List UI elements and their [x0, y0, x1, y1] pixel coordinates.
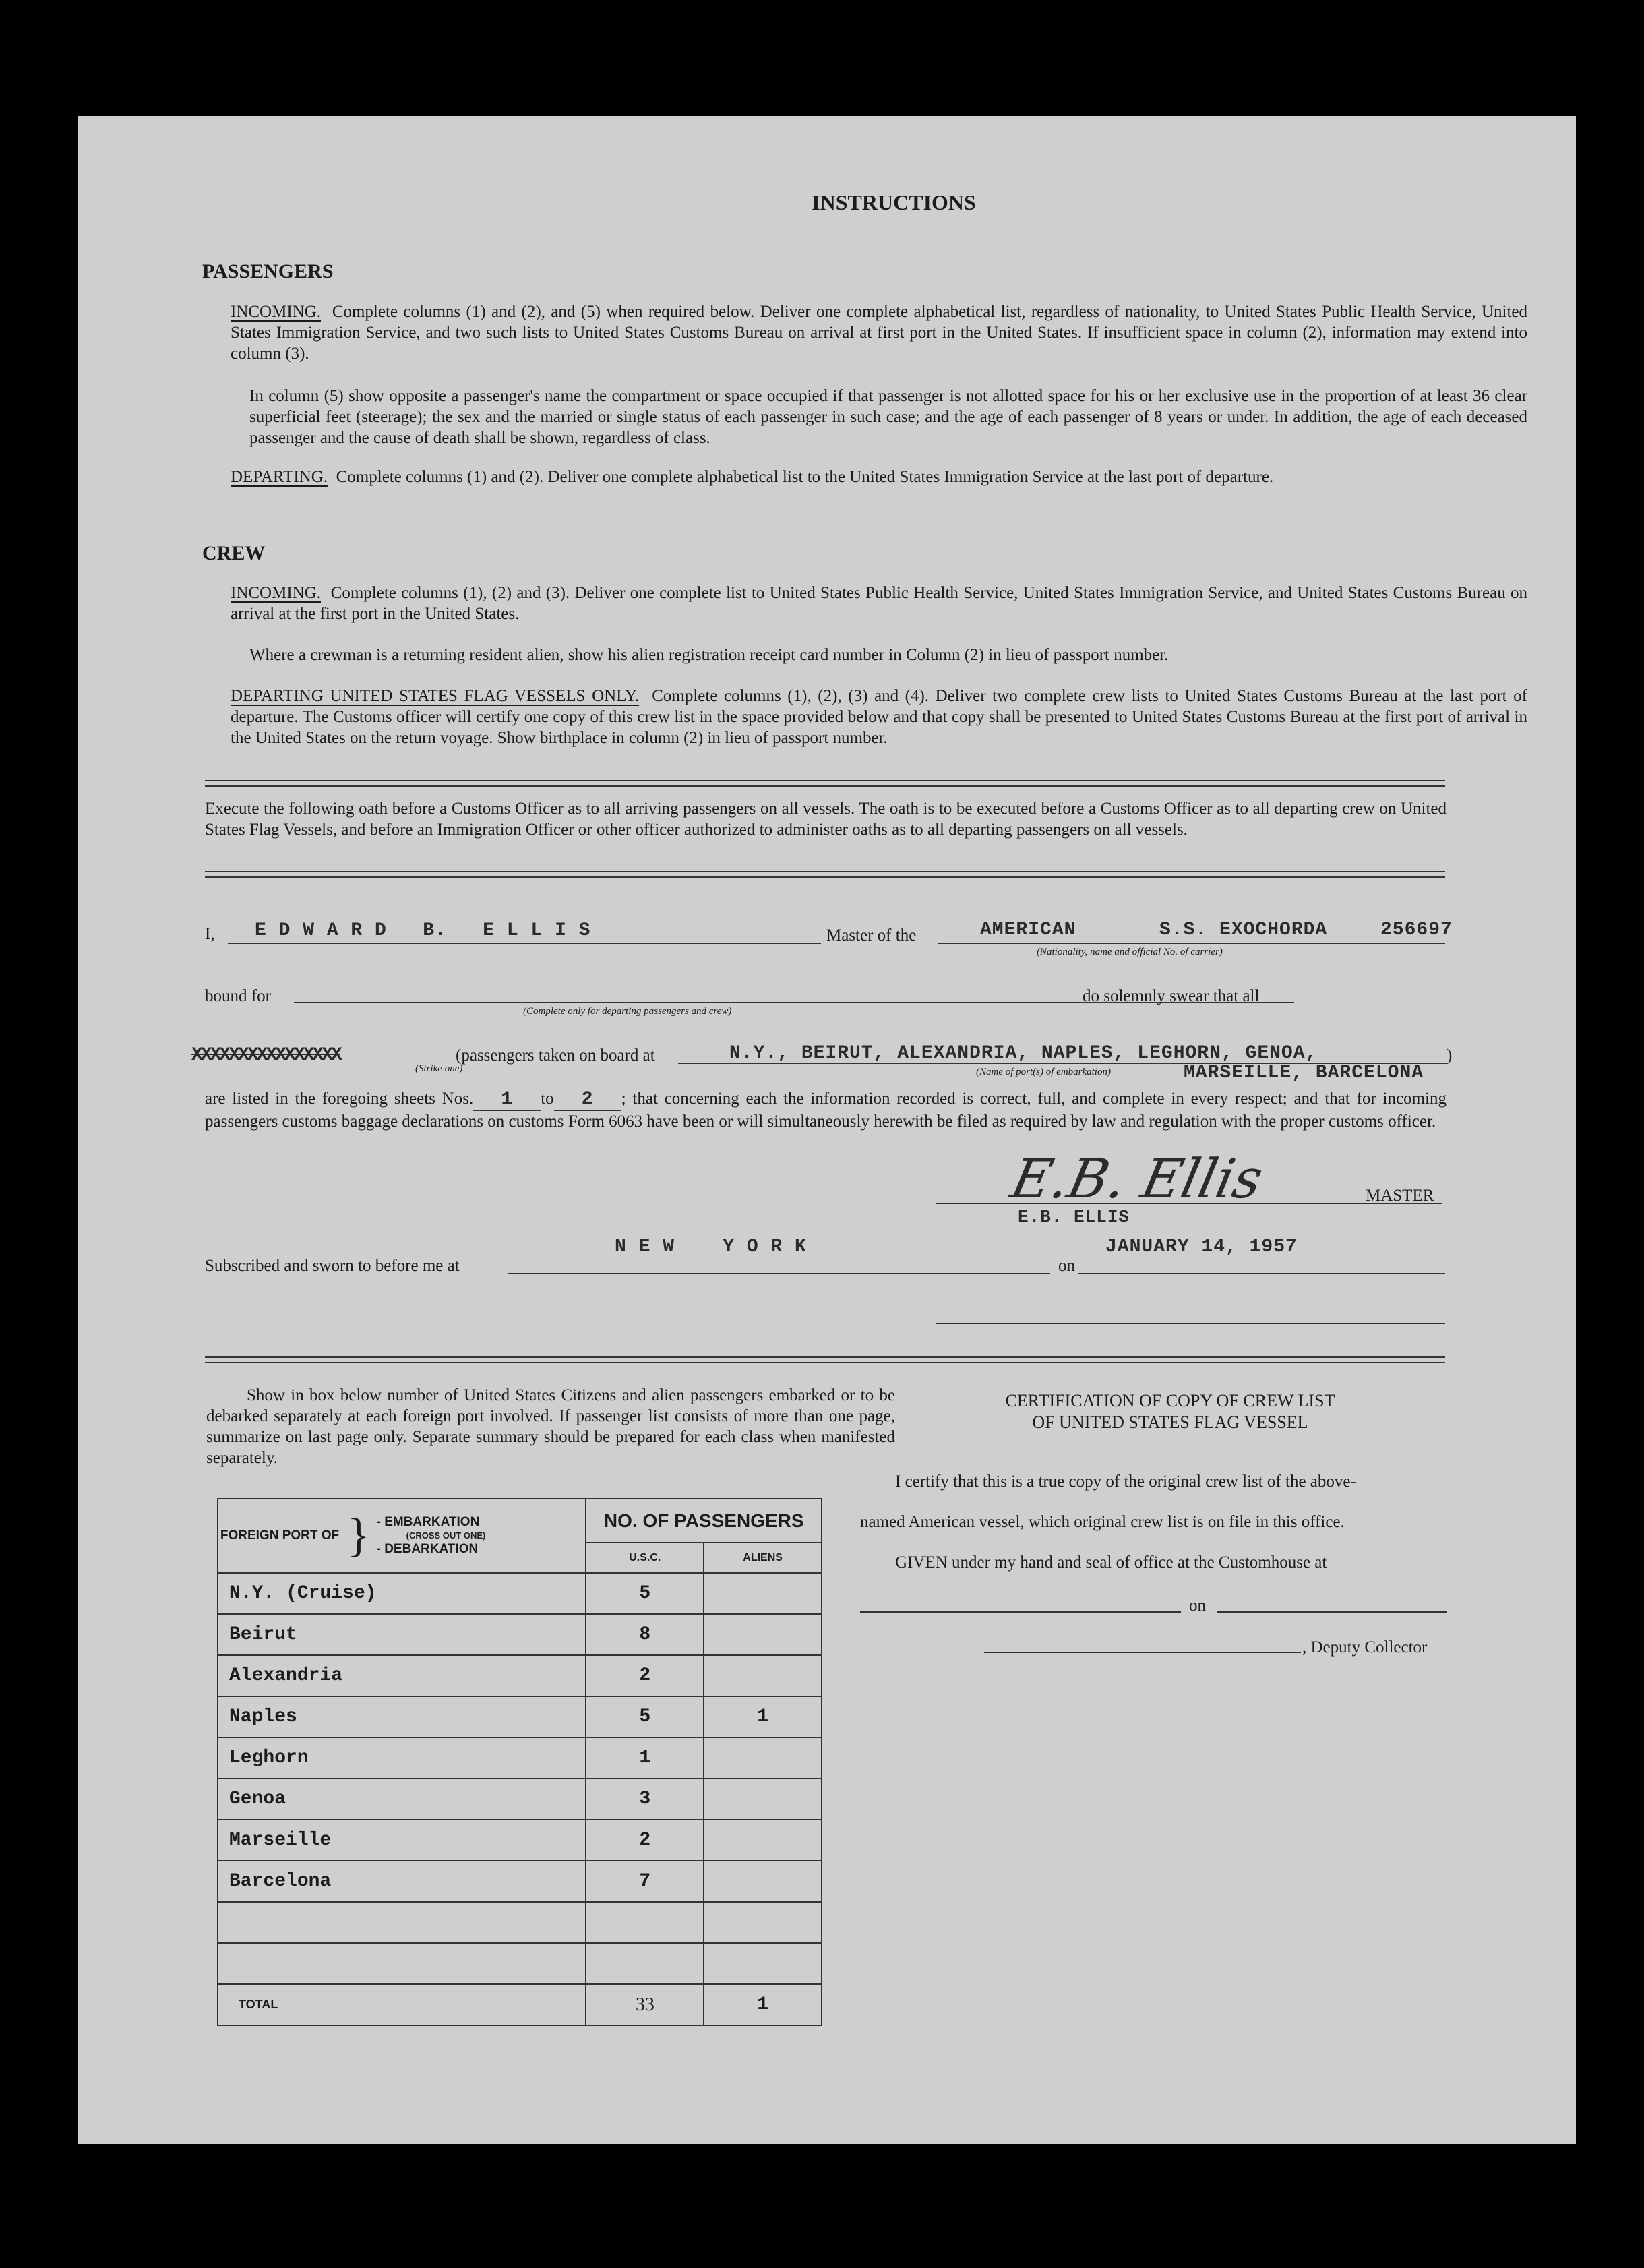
ports-line1: N.Y., BEIRUT, ALEXANDRIA, NAPLES, LEGHORN, GENOA,	[729, 1043, 1318, 1064]
cross-out-label: (CROSS OUT ONE)	[406, 1530, 486, 1541]
master-signature: E.B. Ellis	[1006, 1147, 1269, 1210]
aliens-cell	[704, 1737, 822, 1779]
strike-caption: (Strike one)	[415, 1063, 463, 1074]
carrier-number: 256697	[1380, 920, 1453, 941]
table-row	[218, 1655, 822, 1696]
usc-cell: 7	[586, 1861, 704, 1902]
bound-for-label: bound for	[205, 987, 271, 1005]
total-aliens: 1	[704, 1984, 822, 2025]
swear-text: do solemnly swear that all	[1083, 987, 1260, 1005]
sworn-place-line	[508, 1273, 1050, 1274]
aliens-cell	[704, 1820, 822, 1861]
passengers-incoming-label: INCOMING.	[231, 303, 322, 321]
ports-close: )	[1447, 1046, 1453, 1065]
crew-departing-text	[231, 686, 1527, 748]
port-header-cell	[218, 1499, 586, 1573]
carrier-line	[938, 943, 1445, 944]
aliens-cell	[704, 1943, 822, 1984]
usc-cell: 2	[586, 1820, 704, 1861]
embark-debark-labels	[377, 1516, 486, 1556]
certification-line3: GIVEN under my hand and seal of office at the Customhouse at	[895, 1553, 1327, 1572]
certification-on-label: on	[1189, 1596, 1206, 1615]
usc-cell: 3	[586, 1779, 704, 1820]
usc-cell: 5	[586, 1696, 704, 1737]
aliens-cell	[704, 1573, 822, 1614]
listed-prefix: are listed in the foregoing sheets Nos.	[205, 1090, 474, 1108]
struck-crew-text: XXXXXXXXXXXXXXXX	[191, 1045, 340, 1066]
usc-cell: 2	[586, 1655, 704, 1696]
debarkation-label: - DEBARKATION	[376, 1542, 479, 1556]
deputy-collector-label: , Deputy Collector	[1302, 1638, 1428, 1657]
port-cell: Barcelona	[218, 1861, 586, 1902]
table-row	[218, 1820, 822, 1861]
crew-incoming-text	[231, 583, 1527, 624]
usc-cell	[586, 1902, 704, 1943]
table-row	[218, 1573, 822, 1614]
ports-line2: MARSEILLE, BARCELONA	[1184, 1063, 1424, 1083]
certification-title-line1: CERTIFICATION OF COPY OF CREW LIST	[1005, 1391, 1335, 1410]
usc-header: U.S.C.	[586, 1543, 704, 1573]
port-cell: Genoa	[218, 1779, 586, 1820]
total-label: TOTAL	[218, 1984, 586, 2025]
oath-i-label: I,	[205, 925, 215, 943]
aliens-cell	[704, 1614, 822, 1655]
to-label: to	[541, 1090, 554, 1108]
aliens-cell	[704, 1779, 822, 1820]
passenger-summary-table	[217, 1498, 822, 2026]
crew-heading: CREW	[202, 542, 266, 564]
divider	[205, 780, 1445, 787]
customhouse-line	[860, 1611, 1181, 1613]
aliens-cell	[704, 1655, 822, 1696]
ports-caption: (Name of port(s) of embarkation)	[976, 1067, 1111, 1077]
table-row	[218, 1696, 822, 1737]
aliens-cell: 1	[704, 1696, 822, 1737]
carrier-nationality: AMERICAN	[980, 920, 1076, 941]
divider	[205, 871, 1445, 878]
passengers-incoming-body: Complete columns (1) and (2), and (5) when required below. Deliver one complete alphabetical list, regardless of nationality, to United States Public Health Service, United States Immigration Service, and two such lists to United States Customs Bureau on arrival at first port in the United States. If insufficient space in column (2), information may extend into column (3).	[231, 303, 1528, 363]
master-name: E D W A R D B. E L L I S	[255, 920, 591, 941]
master-label: MASTER	[1366, 1187, 1434, 1205]
port-cell: Marseille	[218, 1820, 586, 1861]
table-row	[218, 1779, 822, 1820]
table-row	[218, 1943, 822, 1984]
crew-incoming-body: Complete columns (1), (2) and (3). Deliver one complete list to United States Public Health Service, United States Immigration Service, and United States Customs Bureau on arrival at the first port in the United States.	[231, 584, 1527, 623]
certification-title-line2: OF UNITED STATES FLAG VESSEL	[1032, 1412, 1308, 1432]
sheet-from: 1	[473, 1089, 541, 1111]
master-of-label: Master of the	[826, 926, 917, 945]
usc-cell: 5	[586, 1573, 704, 1614]
port-header: FOREIGN PORT OF	[220, 1528, 340, 1543]
passengers-taken-text: (passengers taken on board at	[456, 1046, 655, 1065]
officer-signature-line	[936, 1323, 1445, 1324]
sheet-to: 2	[554, 1089, 621, 1111]
summary-instructions: Show in box below number of United States Citizens and alien passengers embarked or to be debarked separately at each foreign port involved. If passenger list consists of more than one page, summarize on last page only. Separate summary should be prepared for each class when manifested separately.	[206, 1386, 895, 1467]
port-cell: Alexandria	[218, 1655, 586, 1696]
port-cell	[218, 1943, 586, 1984]
certification-title	[860, 1390, 1480, 1433]
listed-suffix: ; that concerning each the information recorded is correct, full, and complete in every respect; and that for incoming passengers customs baggage declarations on customs Form 6063 have been or will simultaneously herewith be filed as required by law and regulation with the proper customs officer.	[205, 1090, 1447, 1131]
total-row	[218, 1984, 822, 2025]
subscribed-label: Subscribed and sworn to before me at	[205, 1257, 460, 1275]
usc-cell: 8	[586, 1614, 704, 1655]
passengers-heading: PASSENGERS	[202, 260, 334, 282]
crew-resident-text: Where a crewman is a returning resident alien, show his alien registration receipt card number in Column (2) in lieu of passport number.	[249, 646, 1169, 664]
signer-typed-name: E.B. ELLIS	[1018, 1207, 1130, 1227]
crew-departing-body: Complete columns (1), (2), (3) and (4). Deliver two complete crew lists to United States Customs Bureau at the last port of departure. The Customs officer will certify one copy of this crew list in the space provided below and that copy shall be presented to United States Customs Bureau at the first port of arrival in the United States on the return voyage. Show birthplace in column (2) in lieu of passport number.	[231, 687, 1527, 747]
carrier-name: S.S. EXOCHORDA	[1159, 920, 1328, 941]
passengers-departing-body: Complete columns (1) and (2). Deliver one complete alphabetical list to the United States Immigration Service at the last port of departure.	[336, 468, 1274, 486]
port-cell: N.Y. (Cruise)	[218, 1573, 586, 1614]
certification-line2: named American vessel, which original crew list is on file in this office.	[860, 1513, 1345, 1531]
aliens-cell	[704, 1861, 822, 1902]
table-row	[218, 1737, 822, 1779]
sworn-date: JANUARY 14, 1957	[1105, 1236, 1298, 1257]
master-name-line	[228, 943, 821, 944]
embarkation-label: - EMBARKATION	[376, 1515, 480, 1529]
divider	[205, 1356, 1445, 1363]
certification-line1: I certify that this is a true copy of the original crew list of the above-	[895, 1472, 1356, 1491]
aliens-cell	[704, 1902, 822, 1943]
port-cell	[218, 1902, 586, 1943]
oath-instructions: Execute the following oath before a Customs Officer as to all arriving passengers on all vessels. The oath is to be executed before a Customs Officer as to all departing crew on United States Flag Vessels, and before an Immigration Officer or other officer authorized to administer oaths as to all departing passengers on all vessels.	[205, 800, 1447, 839]
table-row	[218, 1614, 822, 1655]
bound-for-caption: (Complete only for departing passengers and crew)	[523, 1006, 732, 1017]
passengers-departing-text	[231, 467, 1527, 487]
port-cell: Leghorn	[218, 1737, 586, 1779]
port-cell: Naples	[218, 1696, 586, 1737]
crew-departing-label: DEPARTING UNITED STATES FLAG VESSELS ONLY.	[231, 687, 640, 705]
passengers-header: NO. OF PASSENGERS	[586, 1499, 822, 1543]
passengers-departing-label: DEPARTING.	[231, 468, 328, 486]
certification-date-line	[1217, 1611, 1447, 1613]
total-usc: 33	[586, 1984, 704, 2025]
crew-incoming-label: INCOMING.	[231, 584, 322, 602]
sworn-date-line	[1078, 1273, 1445, 1274]
usc-cell: 1	[586, 1737, 704, 1779]
port-cell: Beirut	[218, 1614, 586, 1655]
carrier-caption: (Nationality, name and official No. of carrier)	[1037, 947, 1223, 957]
table-row	[218, 1902, 822, 1943]
usc-cell	[586, 1943, 704, 1984]
deputy-collector-line	[984, 1652, 1301, 1653]
brace-glyph: }	[347, 1510, 370, 1561]
document-page	[78, 116, 1576, 2144]
aliens-header: ALIENS	[704, 1543, 822, 1573]
sworn-on-label: on	[1058, 1257, 1075, 1275]
passengers-incoming-text	[231, 301, 1527, 364]
table-header-row	[218, 1499, 822, 1543]
listed-text	[205, 1088, 1447, 1132]
page-title: INSTRUCTIONS	[812, 190, 976, 214]
passengers-column5-text: In column (5) show opposite a passenger's name the compartment or space occupied if that passenger is not allotted space for his or her exclusive use in the proportion of at least 36 clear superficial feet (steerage); the sex and the married or single status of each passenger in such case; and the age of each passenger of 8 years or under. In addition, the age of each deceased passenger and the cause of death shall be shown, regardless of class.	[249, 387, 1527, 447]
sworn-place: N E W Y O R K	[615, 1236, 807, 1257]
table-row	[218, 1861, 822, 1902]
